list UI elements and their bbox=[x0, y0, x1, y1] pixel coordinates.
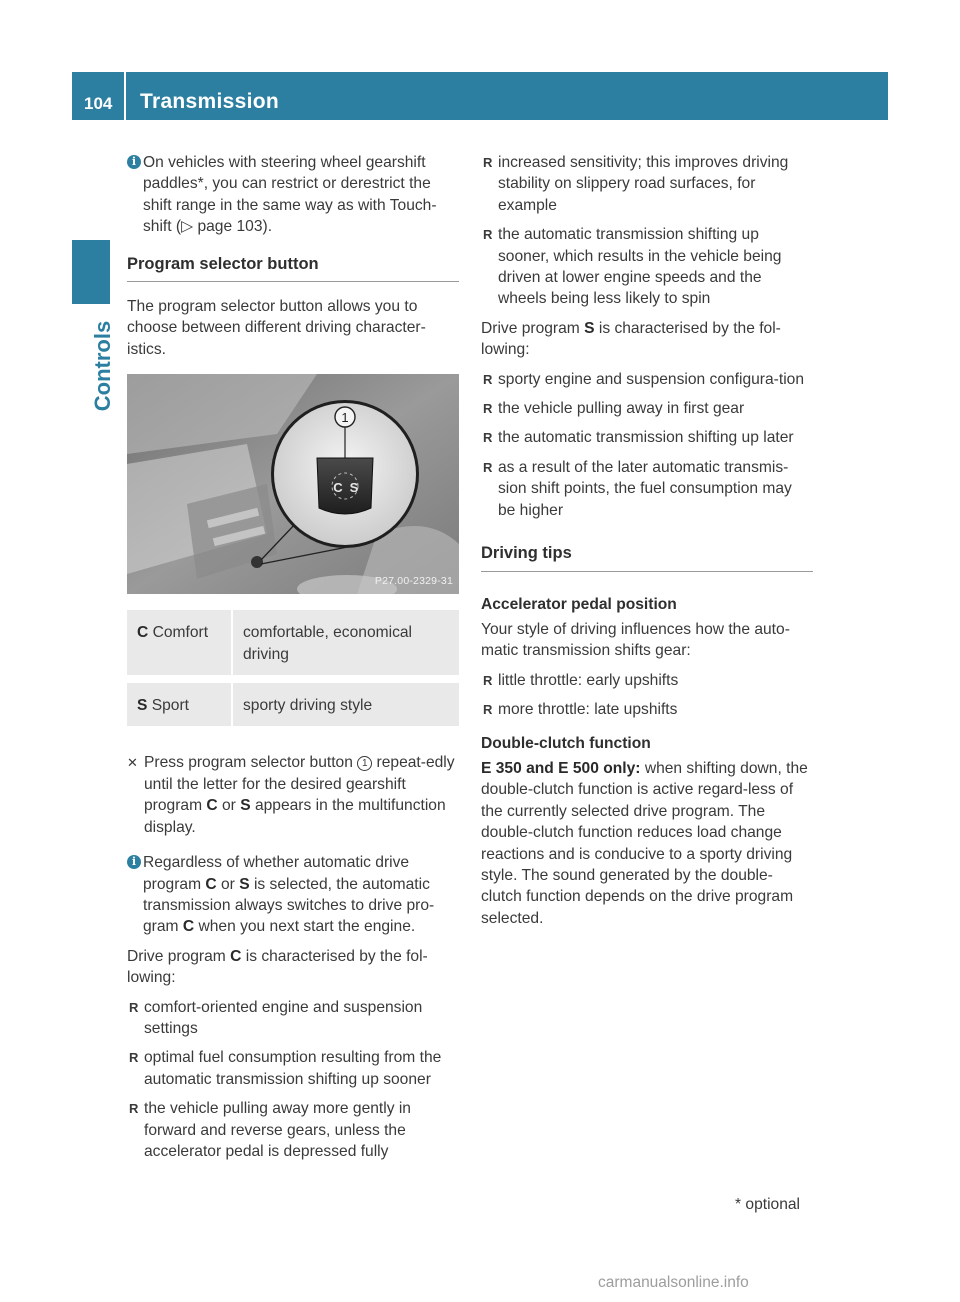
drive-program-s-intro: Drive program S is characterised by the fol-lowing: bbox=[481, 319, 781, 359]
info-note-engine-start: i Regardless of whether automatic drive program C or S is selected, the automatic transmission always switches to drive pro-gram C when you next start the engine. bbox=[127, 852, 459, 938]
list-item: R sporty engine and suspension configura-tion bbox=[483, 370, 805, 388]
info-note-paddles: i On vehicles with steering wheel gearshift paddles*, you can restrict or derestrict the shift range in the same way as with Touch-shift (▷ page 103). bbox=[127, 152, 459, 238]
subheading-accelerator: Accelerator pedal position bbox=[481, 595, 677, 613]
section-heading-driving-tips: Driving tips bbox=[481, 543, 813, 571]
page-title: Transmission bbox=[140, 90, 279, 113]
info-icon: i bbox=[127, 855, 141, 869]
page-header bbox=[72, 72, 888, 120]
list-item: R the automatic transmission shifting up later bbox=[483, 429, 794, 447]
list-item: R more throttle: late upshifts bbox=[483, 701, 678, 719]
subheading-double-clutch: Double-clutch function bbox=[481, 734, 651, 752]
optional-footnote: * optional bbox=[735, 1196, 801, 1213]
button-c-label: C bbox=[333, 480, 343, 496]
step-arrow-icon: ✕ bbox=[127, 755, 138, 771]
program-selector-photo bbox=[127, 374, 459, 594]
button-s-label: S bbox=[349, 480, 359, 496]
drive-program-table bbox=[127, 610, 459, 726]
list-item: R comfort-oriented engine and suspension settings bbox=[129, 998, 423, 1037]
list-item: R optimal fuel consumption resulting from the automatic transmission shifting up sooner bbox=[129, 1049, 442, 1088]
section-tab-marker bbox=[72, 240, 110, 304]
list-item: R the vehicle pulling away in first gear bbox=[483, 400, 745, 418]
watermark: carmanualsonline.info bbox=[598, 1274, 749, 1291]
left-column bbox=[127, 152, 459, 1170]
photo-callout-number: 1 bbox=[341, 410, 349, 426]
list-item: R the automatic transmission shifting up sooner, which results in the vehicle being driven at lower engine speeds and the wheels being less likely to spin bbox=[483, 226, 782, 308]
table-row: C Comfort comfortable, economical driving bbox=[127, 610, 459, 675]
list-item: R as a result of the later automatic transmis-sion shift points, the fuel consumption may be higher bbox=[483, 458, 792, 519]
table-row: S Sport sporty driving style bbox=[127, 675, 459, 726]
page-number: 104 bbox=[84, 94, 113, 113]
page-ref-arrow-icon: ▷ bbox=[181, 218, 194, 236]
photo-reference-code: P27.00-2329-31 bbox=[374, 574, 453, 587]
double-clutch-text: E 350 and E 500 only: when shifting down, the double-clutch function is active regard-less of the currently selected drive program. The double-clutch function reduces load change reactions and is conducive to a sporty driving style. The sound generated by the double-clutch function depends on the drive program selected. bbox=[481, 759, 808, 927]
list-item: R the vehicle pulling away more gently in forward and reverse gears, unless the accelerator pedal is depressed fully bbox=[129, 1100, 411, 1160]
section-label: Controls bbox=[90, 320, 115, 412]
instruction-step: ✕ Press program selector button 1 repeat-edly until the letter for the desired gearshift program C or S appears in the multifunction display. bbox=[127, 754, 455, 836]
list-item: R little throttle: early upshifts bbox=[483, 671, 679, 689]
accelerator-intro: Your style of driving influences how the auto-matic transmission shifts gear: bbox=[481, 620, 790, 660]
right-column bbox=[481, 152, 813, 937]
info-icon: i bbox=[127, 155, 141, 169]
callout-number-icon: 1 bbox=[357, 756, 372, 771]
list-item: R increased sensitivity; this improves driving stability on slippery road surfaces, for example bbox=[483, 154, 789, 214]
program-selector-intro: The program selector button allows you to choose between different driving character-istics. bbox=[127, 298, 426, 358]
drive-program-c-intro: Drive program C is characterised by the fol-lowing: bbox=[127, 947, 428, 987]
section-heading-program-selector: Program selector button bbox=[127, 254, 459, 282]
page-number-box bbox=[72, 72, 126, 120]
